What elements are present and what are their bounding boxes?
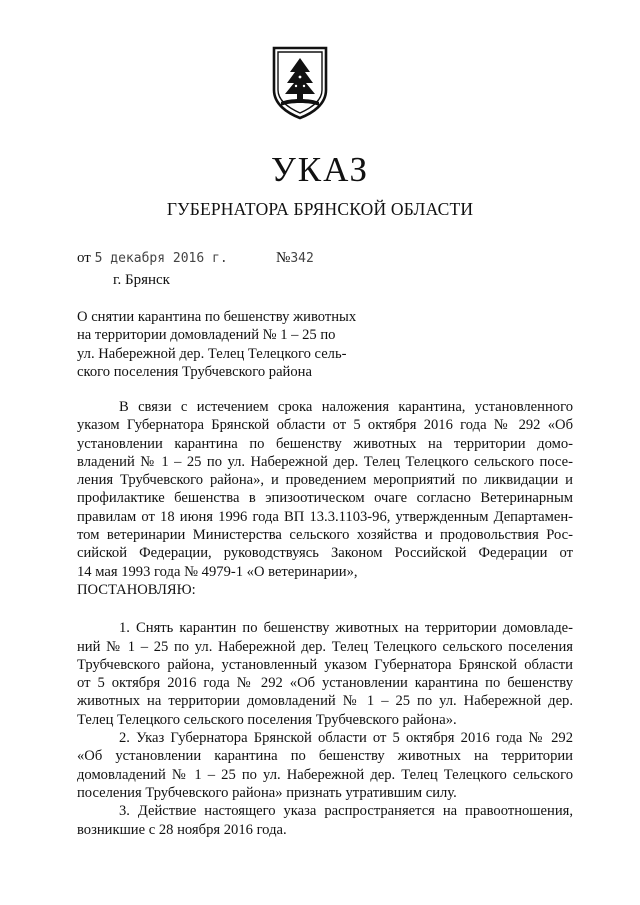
item-3-line: возникшие с 28 ноября 2016 года. bbox=[77, 821, 287, 838]
preamble-line: том ветеринарии Министерства сельского хозяйства и продовольствия Рос- bbox=[77, 527, 573, 544]
item-1-line: ний № 1 – 25 по ул. Набережной дер. Телец Телецкого сельского поселения bbox=[77, 638, 573, 655]
number-value: 342 bbox=[290, 251, 314, 266]
preamble-line: В связи с истечением срока наложения карантина, установленного bbox=[119, 399, 573, 415]
preamble-line: установлении карантина по бешенству животных на территории домо- bbox=[77, 435, 573, 452]
item-2-line: поселения Трубчевского района» признать утратившим силу. bbox=[77, 784, 457, 801]
number-line bbox=[276, 250, 314, 267]
date-line bbox=[77, 250, 228, 267]
item-1-line: Трубчевского района, установленный указом Губернатора Брянской области bbox=[77, 656, 573, 673]
preamble-line: 14 мая 1993 года № 4979-1 «О ветеринарии», bbox=[77, 563, 358, 580]
document-subtitle: ГУБЕРНАТОРА БРЯНСКОЙ ОБЛАСТИ bbox=[166, 199, 474, 219]
item-1-line: 1. Снять карантин по бешенству животных на территории домовладе- bbox=[119, 620, 573, 637]
preamble-line: указом Губернатора Брянской области от 5 октября 2016 года № 292 «Об bbox=[77, 417, 573, 434]
preamble-line: правилам от 18 июня 1996 года ВП 13.3.1103-96, утвержденным Департамен- bbox=[77, 508, 573, 525]
item-2-line: «Об установлении карантина по бешенству животных на территории bbox=[77, 748, 573, 765]
item-2-line: домовладений № 1 – 25 по ул. Набережной дер. Телец Телецкого сельского bbox=[77, 766, 573, 783]
item-1-line: животных на территории домовладений № 1 – 25 по ул. Набережной дер. bbox=[77, 693, 573, 710]
subject-line: на территории домовладений № 1 – 25 по bbox=[77, 327, 336, 344]
subject-block bbox=[77, 308, 377, 381]
subject-line: ул. Набережной дер. Телец Телецкого сель- bbox=[77, 345, 347, 362]
item-1-line: Телец Телецкого сельского поселения Трубчевского района». bbox=[77, 711, 457, 728]
document-title: УКАЗ bbox=[270, 150, 370, 189]
preamble-line: владений № 1 – 25 по ул. Набережной дер. Телец Телецкого сельского посе- bbox=[77, 453, 573, 470]
preamble-line: ления Трубчевского района», и проведением мероприятий по ликвидации и bbox=[77, 472, 573, 489]
date-value: 5 декабря 2016 г. bbox=[94, 251, 228, 266]
item-3-line: 3. Действие настоящего указа распространяется на правоотношения, bbox=[119, 803, 573, 820]
decree-word: ПОСТАНОВЛЯЮ: bbox=[77, 581, 196, 598]
preamble-line: профилактике бешенства в эпизоотическом очаге согласно Ветеринарным bbox=[77, 490, 573, 507]
subject-line: ского поселения Трубчевского района bbox=[77, 363, 312, 380]
date-prefix: от bbox=[77, 250, 91, 266]
preamble-line: сийской Федерации, руководствуясь Законом Российской Федерации от bbox=[77, 545, 573, 562]
document-body bbox=[77, 398, 573, 839]
number-prefix: № bbox=[276, 250, 291, 266]
item-1-line: от 5 октября 2016 года № 292 «Об установлении карантина по бешенству bbox=[77, 675, 573, 692]
subject-line: О снятии карантина по бешенству животных bbox=[77, 309, 357, 325]
city: г. Брянск bbox=[113, 272, 170, 288]
coat-of-arms-icon bbox=[269, 44, 331, 120]
item-2-line: 2. Указ Губернатора Брянской области от 5 октября 2016 года № 292 bbox=[119, 730, 573, 747]
